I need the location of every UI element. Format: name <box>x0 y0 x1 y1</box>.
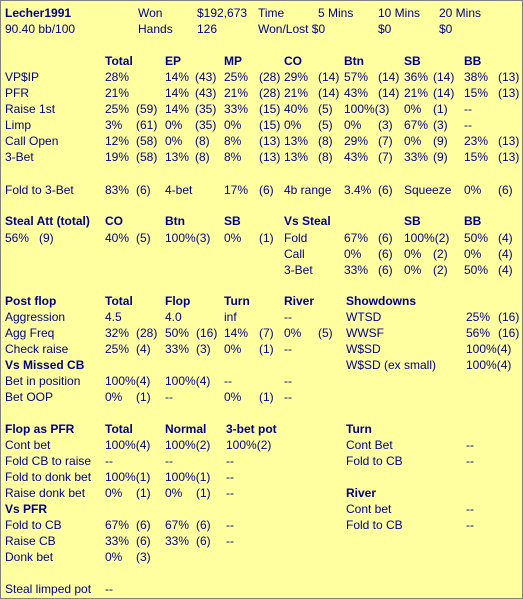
postflop-header: River <box>284 294 315 308</box>
pfr-cell: 100%(1) <box>105 470 151 484</box>
steal-co-n: (5) <box>136 231 151 245</box>
steal-total-n: (9) <box>39 231 54 245</box>
missed-cb-cell: 0% <box>105 390 123 404</box>
preflop-cell: 12% <box>105 134 130 148</box>
steal-total: 56% <box>5 231 30 245</box>
preflop-cell: 0% <box>344 118 362 132</box>
vs-steal-cell: 0% <box>404 247 422 261</box>
postflop-cell: 25% <box>105 342 130 356</box>
postflop-cell: (4) <box>136 342 151 356</box>
vs-steal-count: (2) <box>433 263 448 277</box>
preflop-header: EP <box>165 54 182 68</box>
steal-limped-pot-label: Steal limped pot <box>5 582 92 596</box>
preflop-cell: 25% <box>105 102 130 116</box>
preflop-cell: 21% <box>105 86 130 100</box>
steal-co-header: CO <box>105 214 123 228</box>
pfr-header: Normal <box>165 422 207 436</box>
preflop-count: (9) <box>433 134 448 148</box>
pfr-cell: -- <box>165 454 173 468</box>
vs-pfr-cell: (6) <box>136 534 151 548</box>
preflop-cell: 43% <box>344 86 369 100</box>
postflop-header: Turn <box>224 294 250 308</box>
preflop-count: (15) <box>259 118 281 132</box>
vs-pfr-cell: 33% <box>165 534 190 548</box>
river-row-value: -- <box>466 502 474 516</box>
showdown-label: WWSF <box>346 326 384 340</box>
showdown-label: WTSD <box>346 310 382 324</box>
missed-cb-cell: (1) <box>136 390 151 404</box>
preflop-count: (14) <box>318 86 340 100</box>
preflop-count: (14) <box>318 70 340 84</box>
preflop-cell: 38% <box>464 70 489 84</box>
fold-to-3bet-cell: 17% <box>224 183 249 197</box>
preflop-count: (13) <box>259 150 281 164</box>
vs-pfr-row-label: Donk bet <box>5 550 54 564</box>
preflop-cell: 21% <box>284 86 309 100</box>
preflop-cell: 13% <box>165 150 190 164</box>
pfr-cell: -- <box>226 486 234 500</box>
pfr-cell: (1) <box>196 486 211 500</box>
steal-sb-value: 0% <box>224 231 242 245</box>
preflop-cell: 33% <box>404 150 429 164</box>
preflop-cell: 21% <box>224 86 249 100</box>
postflop-cell: 4.0 <box>165 310 182 324</box>
won-label: Won <box>138 6 163 20</box>
postflop-cell: 0% <box>224 342 242 356</box>
vs-pfr-cell: 33% <box>105 534 130 548</box>
turn-row-label: Fold to CB <box>346 454 403 468</box>
missed-cb-cell: -- <box>284 390 292 404</box>
preflop-cell: 8% <box>224 134 242 148</box>
preflop-cell: 67% <box>404 118 429 132</box>
hands-label: Hands <box>138 22 173 36</box>
preflop-count: (13) <box>498 134 520 148</box>
preflop-cell: 14% <box>165 102 190 116</box>
preflop-row-label: Limp <box>5 118 32 132</box>
vs-steal-bb-header: BB <box>464 214 482 228</box>
vs-steal-sb-header: SB <box>404 214 421 228</box>
pfr-cell: 100%(2) <box>165 438 211 452</box>
river-row-label: Fold to CB <box>346 518 403 532</box>
preflop-count: (5) <box>318 118 333 132</box>
vs-steal-cell: 0% <box>344 247 362 261</box>
postflop-row-label: Check raise <box>5 342 69 356</box>
vs-pfr-cell: (3) <box>136 550 151 564</box>
vs-steal-count: (4) <box>498 263 513 277</box>
preflop-cell: 28% <box>105 70 130 84</box>
vs-steal-count: (4) <box>498 247 513 261</box>
preflop-count: (8) <box>195 150 210 164</box>
preflop-count: (43) <box>195 70 217 84</box>
preflop-cell: 57% <box>344 70 369 84</box>
preflop-count: (1) <box>433 102 448 116</box>
postflop-cell: (1) <box>259 342 274 356</box>
preflop-count: (58) <box>136 134 158 148</box>
preflop-header: Total <box>105 54 133 68</box>
preflop-cell: 33% <box>224 102 249 116</box>
missed-cb-cell: 100%(4) <box>105 374 151 388</box>
preflop-cell: 0% <box>404 102 422 116</box>
showdowns-title: Showdowns <box>346 294 416 308</box>
preflop-count: (14) <box>433 86 455 100</box>
vs-steal-count: (6) <box>378 231 393 245</box>
preflop-count: (14) <box>378 86 400 100</box>
col-5-mins: 5 Mins <box>318 6 354 20</box>
preflop-cell: -- <box>464 118 472 132</box>
preflop-count: (13) <box>498 150 520 164</box>
pfr-row-label: Fold to donk bet <box>5 470 92 484</box>
preflop-count: (3) <box>378 118 393 132</box>
fold-to-3bet-cell: Squeeze <box>404 183 452 197</box>
fold-to-3bet-cell: 0% <box>464 183 482 197</box>
vs-steal-count: (2) <box>433 247 448 261</box>
preflop-cell: 25% <box>224 70 249 84</box>
preflop-count: (35) <box>195 102 217 116</box>
vs-pfr-cell: -- <box>226 534 234 548</box>
preflop-cell: 15% <box>464 150 489 164</box>
bb-per-100: 90.40 bb/100 <box>5 22 76 36</box>
fold-to-3bet-cell: (6) <box>259 183 274 197</box>
fold-to-3bet-cell: (6) <box>498 183 513 197</box>
showdown-value: 100%(4) <box>466 358 512 372</box>
won-value: $192,673 <box>197 6 248 20</box>
vs-pfr-row-label: Fold to CB <box>5 518 62 532</box>
preflop-cell: 3% <box>105 118 123 132</box>
vs-pfr-cell: 67% <box>105 518 130 532</box>
pfr-row-label: Raise donk bet <box>5 486 86 500</box>
turn-row-value: -- <box>466 454 474 468</box>
preflop-count: (13) <box>498 86 520 100</box>
preflop-count: (8) <box>318 150 333 164</box>
postflop-cell: (7) <box>259 326 274 340</box>
preflop-cell: 15% <box>464 86 489 100</box>
vs-pfr-cell: 67% <box>165 518 190 532</box>
time-label: Time <box>258 6 285 20</box>
postflop-cell: 50% <box>165 326 190 340</box>
postflop-cell: (3) <box>196 342 211 356</box>
pfr-cell: 0% <box>165 486 183 500</box>
preflop-count: (58) <box>136 150 158 164</box>
preflop-count: (14) <box>378 70 400 84</box>
postflop-cell: 4.5 <box>105 310 122 324</box>
vs-steal-title: Vs Steal <box>284 214 331 228</box>
vs-steal-cell: 50% <box>464 263 489 277</box>
steal-sb-header: SB <box>224 214 241 228</box>
missed-cb-cell: -- <box>284 374 292 388</box>
val-20-mins: $0 <box>439 22 453 36</box>
postflop-row-label: Aggression <box>5 310 66 324</box>
vs-steal-cell: 0% <box>404 263 422 277</box>
preflop-count: (28) <box>259 86 281 100</box>
showdown-value: 56% <box>466 326 491 340</box>
pfr-row-label: Fold CB to raise <box>5 454 92 468</box>
pfr-cell: 0% <box>105 486 123 500</box>
steal-sb-n: (1) <box>259 231 274 245</box>
preflop-cell: 13% <box>284 134 309 148</box>
preflop-count: (59) <box>136 102 158 116</box>
fold-to-3bet-cell: 83% <box>105 183 130 197</box>
preflop-header: SB <box>404 54 421 68</box>
preflop-count: (13) <box>259 134 281 148</box>
preflop-count: (7) <box>378 134 393 148</box>
postflop-cell: -- <box>284 342 292 356</box>
flop-as-pfr-title: Flop as PFR <box>5 422 75 436</box>
preflop-count: (28) <box>259 70 281 84</box>
preflop-count: (15) <box>259 102 281 116</box>
postflop-cell: (16) <box>196 326 218 340</box>
preflop-row-label: PFR <box>5 86 29 100</box>
pfr-cell: 100%(4) <box>105 438 151 452</box>
preflop-cell: 0% <box>404 134 422 148</box>
showdown-label: W$SD (ex small) <box>346 358 437 372</box>
pfr-header: 3-bet pot <box>226 422 277 436</box>
postflop-cell: 14% <box>224 326 249 340</box>
showdown-value: 100%(4) <box>466 342 512 356</box>
postflop-header: Flop <box>165 294 191 308</box>
turn-row-label: Cont Bet <box>346 438 393 452</box>
preflop-count: (43) <box>195 86 217 100</box>
vs-steal-count: (6) <box>378 247 393 261</box>
preflop-cell: 36% <box>404 70 429 84</box>
vs-steal-row-label: 3-Bet <box>284 263 313 277</box>
vs-steal-cell: 33% <box>344 263 369 277</box>
hands-value: 126 <box>197 22 218 36</box>
postflop-cell: (5) <box>318 326 333 340</box>
fold-to-3bet-cell: 3.4% <box>344 183 372 197</box>
preflop-cell: 0% <box>284 118 302 132</box>
showdown-count: (16) <box>498 310 520 324</box>
showdown-count: (16) <box>498 326 520 340</box>
wonlost-label: Won/Lost $0 <box>258 22 326 36</box>
pfr-cell: (1) <box>136 486 151 500</box>
fold-to-3bet-cell: 4-bet <box>165 183 193 197</box>
pfr-cell: -- <box>105 454 113 468</box>
missed-cb-row-label: Bet OOP <box>5 390 54 404</box>
postflop-cell: 32% <box>105 326 130 340</box>
preflop-row-label: 3-Bet <box>5 150 34 164</box>
vs-pfr-cell: (6) <box>196 518 211 532</box>
preflop-cell: 23% <box>464 134 489 148</box>
preflop-cell: 14% <box>165 70 190 84</box>
steal-limped-pot-value: -- <box>105 582 113 596</box>
missed-cb-cell: -- <box>165 390 173 404</box>
steal-co-value: 40% <box>105 231 130 245</box>
pfr-cell: 100%(1) <box>165 470 211 484</box>
vs-steal-count: (4) <box>498 231 513 245</box>
steal-title: Steal Att (total) <box>5 214 90 228</box>
showdown-value: 25% <box>466 310 491 324</box>
preflop-cell: 40% <box>284 102 309 116</box>
fold-to-3bet-cell: (6) <box>136 183 151 197</box>
postflop-cell: 0% <box>284 326 302 340</box>
preflop-cell: 8% <box>224 150 242 164</box>
postflop-header: Total <box>105 294 133 308</box>
preflop-row-label: VP$IP <box>5 70 40 84</box>
preflop-count: (3) <box>433 118 448 132</box>
preflop-count: (8) <box>318 134 333 148</box>
postflop-cell: inf <box>224 310 237 324</box>
fold-to-3bet-cell: (6) <box>378 183 393 197</box>
vs-pfr-cell: (6) <box>136 518 151 532</box>
preflop-count: (9) <box>433 150 448 164</box>
postflop-cell: 33% <box>165 342 190 356</box>
turn-title: Turn <box>346 422 372 436</box>
preflop-cell: -- <box>464 102 472 116</box>
vs-pfr-cell: -- <box>226 518 234 532</box>
pfr-cell: -- <box>226 470 234 484</box>
vs-steal-cell: 50% <box>464 231 489 245</box>
player-name: Lecher1991 <box>5 6 72 20</box>
col-10-mins: 10 Mins <box>378 6 421 20</box>
postflop-cell: -- <box>284 310 292 324</box>
vs-pfr-title: Vs PFR <box>5 502 48 516</box>
vs-steal-cell: 0% <box>464 247 482 261</box>
preflop-count: (5) <box>318 102 333 116</box>
preflop-count: (8) <box>195 134 210 148</box>
pfr-header: Total <box>105 422 133 436</box>
preflop-cell: 13% <box>284 150 309 164</box>
vs-steal-cell: 100%(2) <box>404 231 450 245</box>
preflop-row-label: Raise 1st <box>5 102 56 116</box>
pfr-row-label: Cont bet <box>5 438 51 452</box>
missed-cb-cell: 100%(4) <box>165 374 211 388</box>
showdown-label: W$SD <box>346 342 381 356</box>
preflop-cell: 29% <box>284 70 309 84</box>
preflop-count: (61) <box>136 118 158 132</box>
pfr-cell: -- <box>226 454 234 468</box>
preflop-count: (7) <box>378 150 393 164</box>
vs-pfr-row-label: Raise CB <box>5 534 56 548</box>
preflop-header: MP <box>224 54 242 68</box>
missed-cb-cell: (1) <box>259 390 274 404</box>
river-row-label: Cont bet <box>346 502 392 516</box>
preflop-cell: 0% <box>165 134 183 148</box>
steal-btn-value: 100%(3) <box>165 231 211 245</box>
preflop-count: (13) <box>498 70 520 84</box>
preflop-count: (35) <box>195 118 217 132</box>
missed-cb-row-label: Bet in position <box>5 374 81 388</box>
steal-btn-header: Btn <box>165 214 185 228</box>
vs-pfr-cell: 0% <box>105 550 123 564</box>
postflop-title: Post flop <box>5 294 57 308</box>
fold-to-3bet-cell: Fold to 3-Bet <box>5 183 74 197</box>
river-title: River <box>346 486 377 500</box>
postflop-row-label: Agg Freq <box>5 326 55 340</box>
col-20-mins: 20 Mins <box>439 6 482 20</box>
river-row-value: -- <box>466 518 474 532</box>
preflop-cell: 43% <box>344 150 369 164</box>
preflop-cell: 0% <box>224 118 242 132</box>
preflop-cell: 29% <box>344 134 369 148</box>
preflop-header: BB <box>464 54 482 68</box>
postflop-cell: (28) <box>136 326 158 340</box>
fold-to-3bet-cell: 4b range <box>284 183 332 197</box>
preflop-cell: 19% <box>105 150 130 164</box>
preflop-count: (14) <box>433 70 455 84</box>
preflop-cell: 14% <box>165 86 190 100</box>
vs-steal-count: (6) <box>378 263 393 277</box>
vs-steal-row-label: Call <box>284 247 305 261</box>
missed-cb-cell: 0% <box>224 390 242 404</box>
preflop-cell: 100%(3) <box>344 102 390 116</box>
preflop-header: Btn <box>344 54 364 68</box>
turn-row-value: -- <box>466 438 474 452</box>
vs-missed-cb-title: Vs Missed CB <box>5 358 85 372</box>
vs-pfr-cell: (6) <box>196 534 211 548</box>
preflop-cell: 0% <box>165 118 183 132</box>
missed-cb-cell: -- <box>224 374 232 388</box>
vs-steal-row-label: Fold <box>284 231 308 245</box>
preflop-header: CO <box>284 54 302 68</box>
val-10-mins: $0 <box>378 22 392 36</box>
vs-steal-cell: 67% <box>344 231 369 245</box>
preflop-row-label: Call Open <box>5 134 59 148</box>
pfr-cell: 100%(2) <box>226 438 272 452</box>
preflop-cell: 21% <box>404 86 429 100</box>
